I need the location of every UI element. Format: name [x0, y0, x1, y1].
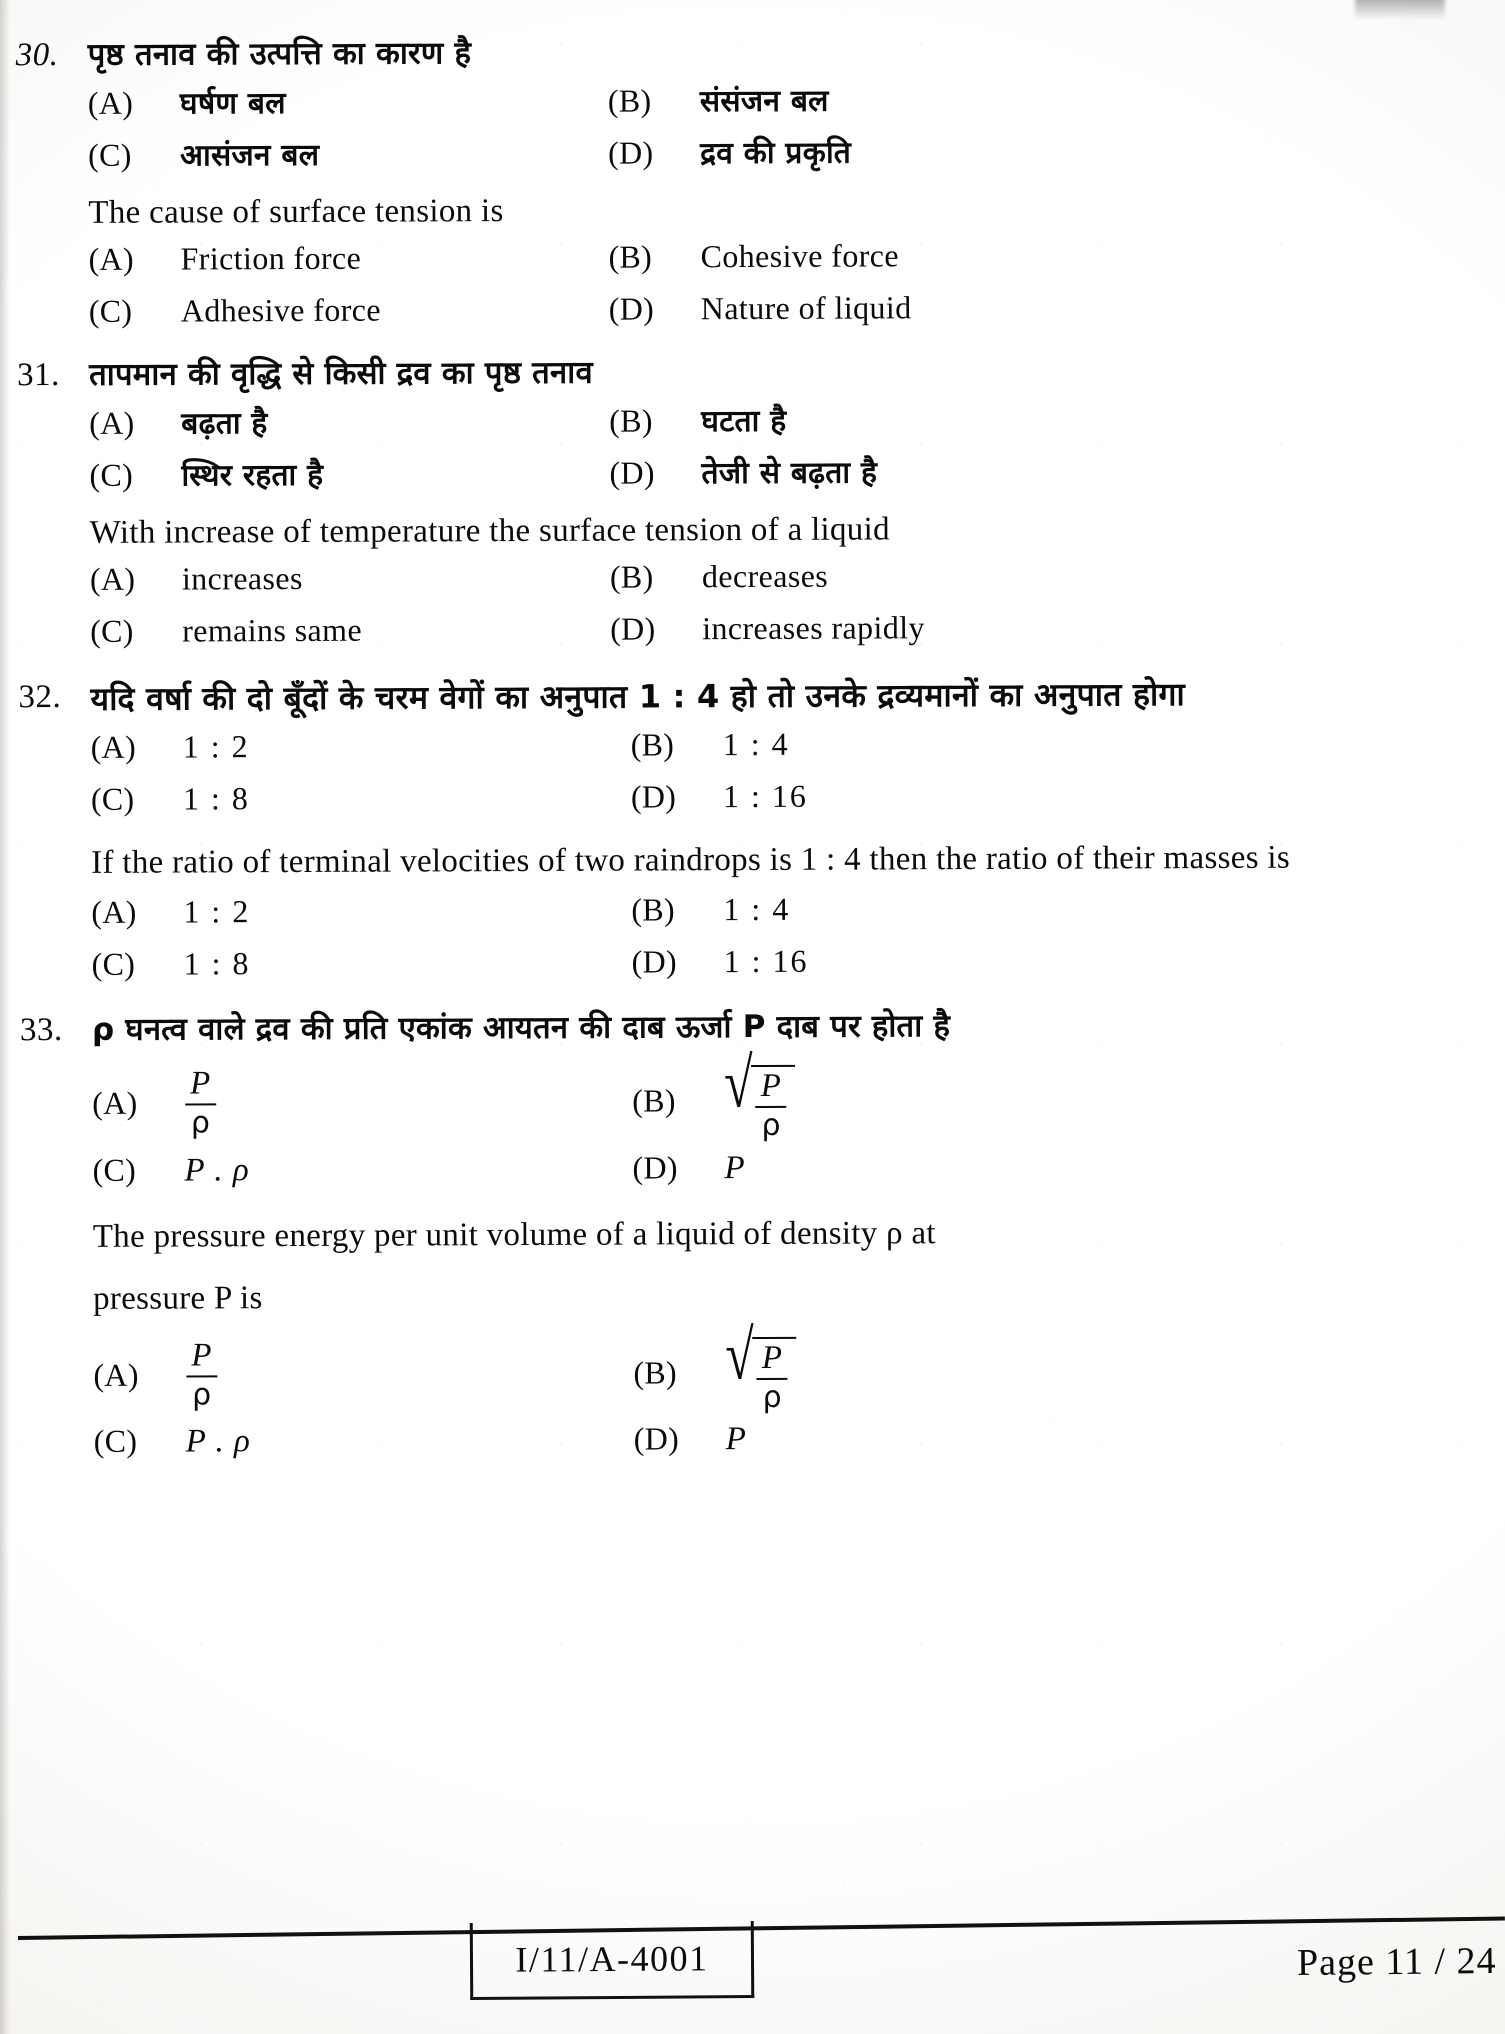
option-label: (D)	[610, 610, 656, 647]
option-label: (C)	[91, 945, 136, 983]
option-text: 1 : 8	[182, 780, 250, 817]
option-33-hi-d[interactable]	[632, 1145, 1487, 1205]
option-label: (C)	[90, 780, 135, 817]
paper-code-box	[470, 1921, 755, 2000]
option-32-hi-c[interactable]	[91, 778, 631, 830]
question-32-options-hindi	[91, 723, 1486, 831]
question-32-options-english	[91, 888, 1486, 996]
option-32-hi-d[interactable]	[631, 775, 1486, 829]
question-31-number: 31.	[16, 357, 60, 394]
fraction-denominator: ρ	[755, 1106, 786, 1141]
question-31-options-hindi	[89, 396, 1484, 504]
option-text: Nature of liquid	[700, 289, 912, 327]
option-text: 1 : 16	[723, 943, 809, 980]
option-32-en-a[interactable]	[91, 892, 631, 944]
option-33-en-a[interactable]	[93, 1327, 633, 1421]
question-30-options-english	[88, 235, 1483, 343]
option-text: 1 : 8	[183, 945, 251, 982]
option-text: 1 : 16	[722, 777, 808, 814]
option-label: (A)	[91, 893, 137, 931]
option-32-en-d[interactable]	[632, 940, 1487, 994]
option-label: (B)	[631, 891, 676, 928]
square-root-p-over-rho	[725, 1317, 796, 1415]
option-31-hi-d[interactable]	[609, 448, 1484, 502]
option-text: P . ρ	[184, 1151, 250, 1188]
option-text: Cohesive force	[700, 237, 900, 275]
option-label: (C)	[88, 292, 133, 330]
option-30-hi-a[interactable]	[88, 80, 608, 132]
option-30-hi-c[interactable]	[88, 132, 608, 184]
option-31-en-b[interactable]	[610, 555, 1485, 609]
square-root-p-over-rho	[723, 1045, 795, 1143]
option-text: स्थिर रहता है	[181, 458, 324, 494]
radicand	[751, 1065, 796, 1141]
option-label: (A)	[89, 560, 136, 598]
option-label: (B)	[633, 1354, 678, 1391]
question-33	[2, 994, 1505, 1484]
option-32-hi-b[interactable]	[631, 723, 1486, 777]
question-33-options-hindi	[92, 1045, 1488, 1207]
option-33-en-c[interactable]	[94, 1421, 634, 1479]
fraction-numerator: P	[190, 1065, 211, 1102]
option-31-hi-a[interactable]	[89, 400, 609, 452]
option-label: (C)	[93, 1422, 138, 1460]
option-30-en-b[interactable]	[608, 235, 1483, 289]
option-label: (D)	[608, 134, 654, 171]
option-text: 1 : 4	[722, 725, 790, 762]
option-text: संसंजन बल	[699, 83, 829, 120]
fraction-numerator: P	[761, 1339, 783, 1376]
question-30-stem-hindi: पृष्ठ तनाव की उत्पत्ति का कारण है	[87, 35, 472, 73]
radicand	[752, 1337, 797, 1413]
option-label: (A)	[89, 405, 135, 442]
option-label: (A)	[90, 728, 137, 765]
option-33-hi-b[interactable]	[632, 1045, 1487, 1147]
option-text: Friction force	[180, 239, 362, 277]
option-label: (D)	[608, 290, 655, 327]
option-text: घर्षण बल	[179, 86, 286, 122]
fraction-numerator: P	[760, 1067, 781, 1104]
question-33-stem-english-line2: pressure P is	[93, 1280, 263, 1318]
footer-divider-line	[18, 1917, 1505, 1940]
option-text: decreases	[701, 557, 829, 595]
option-label: (C)	[89, 457, 134, 494]
question-30-number: 30.	[15, 37, 59, 74]
question-30	[0, 0, 1504, 347]
option-30-en-c[interactable]	[89, 291, 609, 343]
option-text: घटता है	[701, 404, 787, 440]
question-32	[0, 661, 1505, 1001]
option-label: (B)	[632, 1082, 676, 1119]
question-33-stem-english-line1: The pressure energy per unit volume of a liquid of density ρ at	[92, 1214, 936, 1255]
option-32-en-c[interactable]	[92, 944, 632, 996]
option-31-hi-b[interactable]	[609, 396, 1484, 450]
option-label: (B)	[609, 558, 654, 595]
radical-sign: √	[723, 1045, 753, 1123]
option-33-hi-c[interactable]	[92, 1149, 632, 1207]
question-33-number: 33.	[19, 1012, 63, 1049]
option-33-en-d[interactable]	[634, 1417, 1489, 1477]
option-text: Adhesive force	[180, 291, 382, 329]
fraction-denominator: ρ	[757, 1378, 788, 1413]
option-label: (D)	[630, 778, 677, 815]
option-text: आसंजन बल	[180, 138, 320, 174]
question-31-stem-hindi: तापमान की वृद्धि से किसी द्रव का पृष्ठ तनाव	[88, 354, 593, 394]
option-label: (D)	[633, 1420, 680, 1457]
option-31-en-a[interactable]	[90, 559, 610, 611]
option-32-hi-a[interactable]	[91, 726, 631, 778]
option-label: (B)	[607, 82, 652, 119]
option-30-en-a[interactable]	[88, 239, 608, 291]
option-label: (D)	[632, 1148, 678, 1186]
option-33-en-b[interactable]	[633, 1317, 1488, 1419]
radical-sign: √	[725, 1317, 755, 1395]
option-text: P	[724, 1149, 746, 1186]
option-label: (A)	[87, 84, 134, 122]
question-33-stem-hindi: ρ घनत्व वाले द्रव की प्रति एकांक आयतन की दाब ऊर्जा P दाब पर होता है	[91, 1008, 951, 1049]
option-label: (C)	[88, 136, 132, 174]
option-text: increases rapidly	[702, 609, 925, 647]
option-label: (A)	[93, 1356, 139, 1393]
option-text: P	[725, 1421, 747, 1458]
question-32-stem-english: If the ratio of terminal velocities of two raindrops is 1 : 4 then the ratio of their masses is	[91, 839, 1291, 881]
option-text: 1 : 2	[183, 893, 251, 930]
option-text: increases	[181, 560, 303, 597]
option-text: remains same	[182, 611, 363, 649]
option-text: P . ρ	[185, 1423, 251, 1460]
option-label: (C)	[92, 1151, 137, 1188]
option-label: (B)	[630, 726, 675, 763]
option-label: (B)	[609, 402, 653, 439]
fraction-denominator: ρ	[186, 1375, 217, 1410]
option-32-en-b[interactable]	[631, 888, 1486, 942]
option-31-en-d[interactable]	[610, 607, 1485, 661]
fraction-denominator: ρ	[185, 1103, 216, 1138]
option-text: तेजी से बढ़ता है	[701, 455, 878, 492]
fraction-numerator: P	[191, 1337, 212, 1374]
option-label: (A)	[88, 240, 134, 278]
option-label: (C)	[90, 612, 134, 650]
question-32-number: 32.	[18, 679, 62, 716]
paper-code: I/11/A-4001	[515, 1938, 709, 1980]
page-number-label: Page 11 / 24	[1297, 1939, 1498, 1985]
option-30-en-d[interactable]	[609, 287, 1484, 341]
option-31-en-c[interactable]	[90, 611, 610, 663]
option-30-hi-d[interactable]	[608, 128, 1483, 182]
option-text: द्रव की प्रकृति	[700, 135, 852, 172]
question-30-options-hindi	[88, 76, 1483, 184]
option-label: (B)	[608, 238, 653, 275]
fraction-p-over-rho	[184, 1065, 216, 1141]
question-32-stem-hindi: यदि वर्षा की दो बूँदों के चरम वेगों का अनुपात 1 : 4 हो तो उनके द्रव्यमानों का अनुपात होगा	[90, 675, 1186, 719]
option-label: (D)	[631, 943, 678, 980]
option-text: 1 : 2	[182, 728, 250, 765]
page-footer	[0, 1892, 1505, 2012]
option-label: (D)	[609, 454, 655, 491]
question-31-stem-english: With increase of temperature the surface tension of a liquid	[89, 511, 890, 552]
option-31-hi-c[interactable]	[89, 452, 609, 504]
question-30-stem-english: The cause of surface tension is	[88, 193, 504, 232]
option-text: बढ़ता है	[181, 406, 268, 442]
question-31	[0, 341, 1505, 668]
option-text: 1 : 4	[723, 891, 791, 928]
question-31-options-english	[90, 555, 1485, 663]
question-33-options-english	[93, 1317, 1489, 1479]
option-30-hi-b[interactable]	[608, 76, 1483, 130]
fraction-p-over-rho	[185, 1337, 217, 1413]
option-33-hi-a[interactable]	[92, 1055, 632, 1149]
option-label: (A)	[92, 1084, 138, 1121]
